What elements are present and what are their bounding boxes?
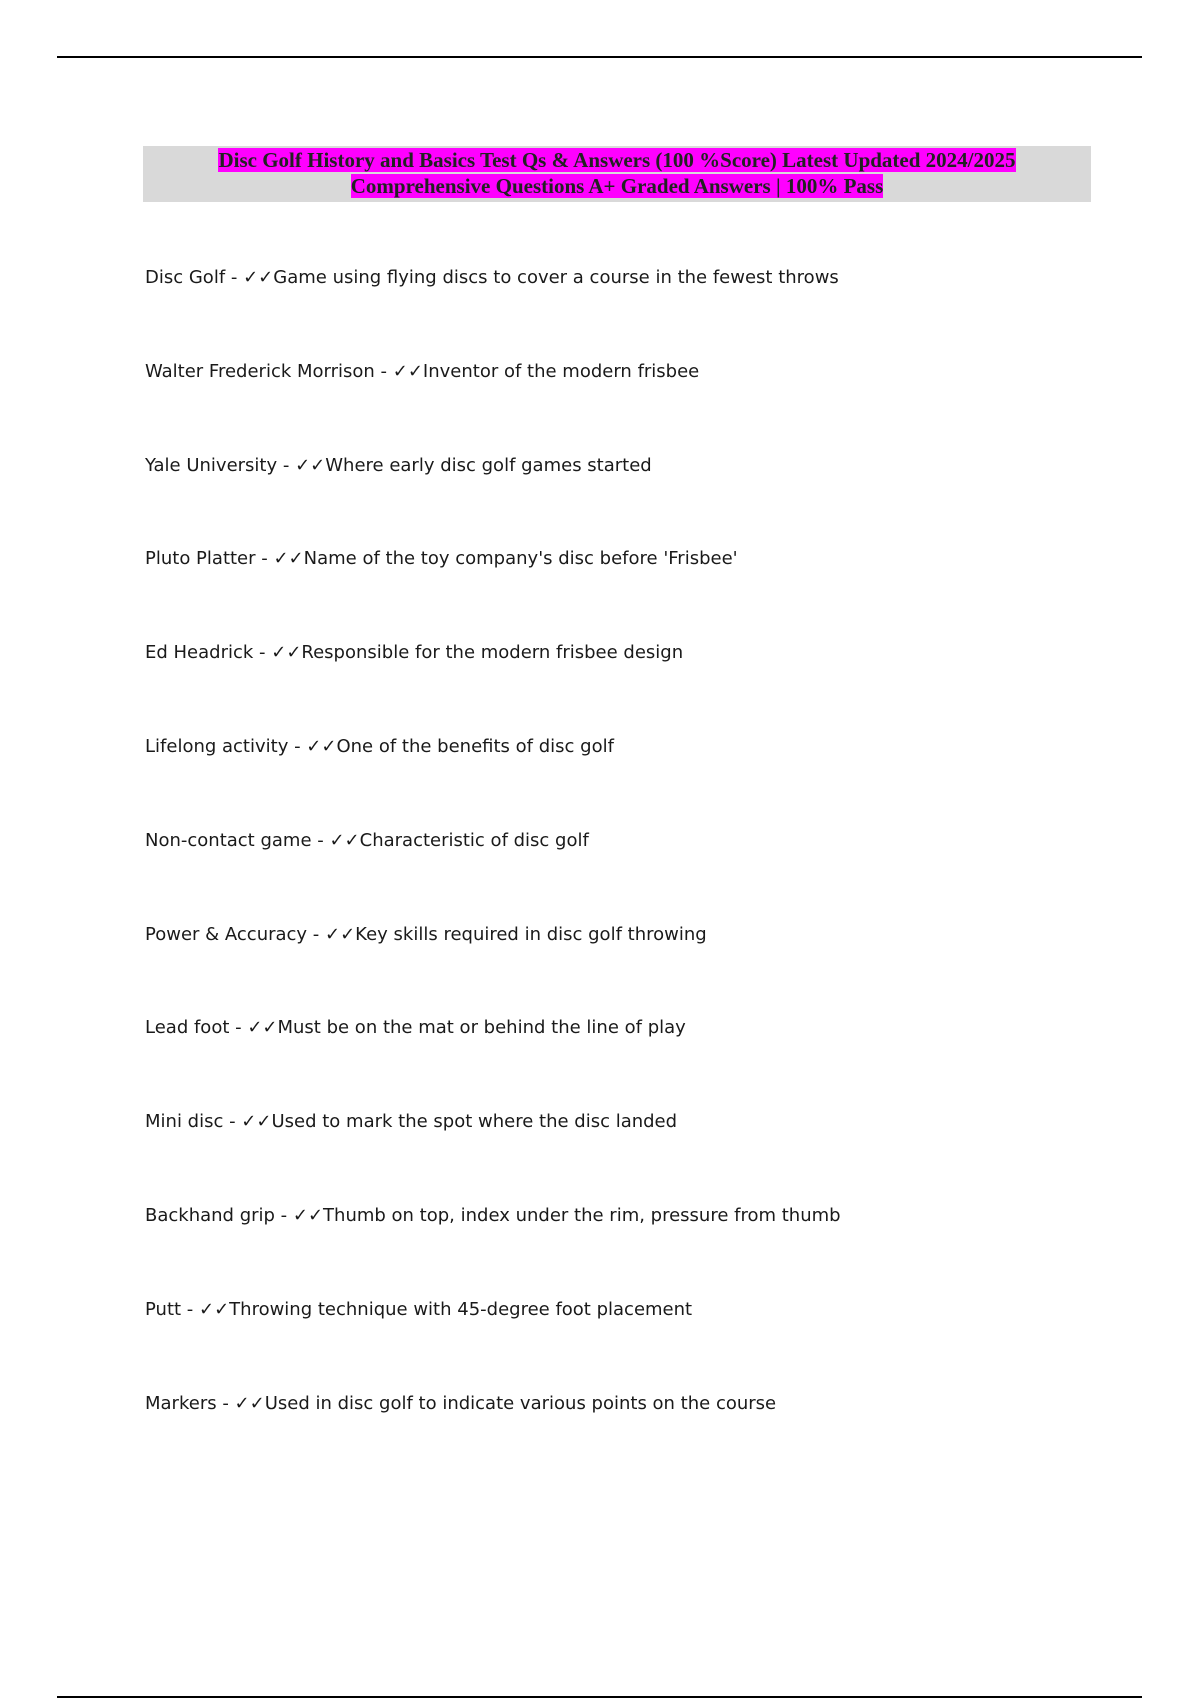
qa-item: Power & Accuracy - ✓✓Key skills required in disc golf throwing [145, 923, 707, 945]
qa-item: Mini disc - ✓✓Used to mark the spot where the disc landed [145, 1111, 678, 1133]
header-rule [57, 56, 1142, 58]
qa-item: Lead foot - ✓✓Must be on the mat or behind the line of play [145, 1017, 686, 1039]
document-title [143, 146, 1091, 202]
qa-item: Putt - ✓✓Throwing technique with 45-degree foot placement [145, 1298, 693, 1320]
qa-item: Lifelong activity - ✓✓One of the benefits of disc golf [145, 735, 614, 757]
qa-item: Ed Headrick - ✓✓Responsible for the modern frisbee design [145, 642, 684, 664]
qa-list [145, 262, 841, 1481]
footer-rule [57, 1696, 1142, 1698]
qa-item: Walter Frederick Morrison - ✓✓Inventor of the modern frisbee [145, 360, 700, 382]
qa-item: Pluto Platter - ✓✓Name of the toy company's disc before 'Frisbee' [145, 548, 738, 570]
title-line-1: Disc Golf History and Basics Test Qs & Answers (100 %Score) Latest Updated 2024/2025 [218, 148, 1016, 172]
qa-item: Markers - ✓✓Used in disc golf to indicate various points on the course [145, 1392, 777, 1414]
qa-item: Backhand grip - ✓✓Thumb on top, index under the rim, pressure from thumb [145, 1204, 841, 1226]
qa-item: Disc Golf - ✓✓Game using flying discs to cover a course in the fewest throws [145, 267, 839, 288]
qa-item: Yale University - ✓✓Where early disc golf games started [145, 454, 652, 476]
qa-item: Non-contact game - ✓✓Characteristic of disc golf [145, 829, 589, 851]
title-line-2: Comprehensive Questions A+ Graded Answers | 100% Pass [350, 174, 884, 198]
